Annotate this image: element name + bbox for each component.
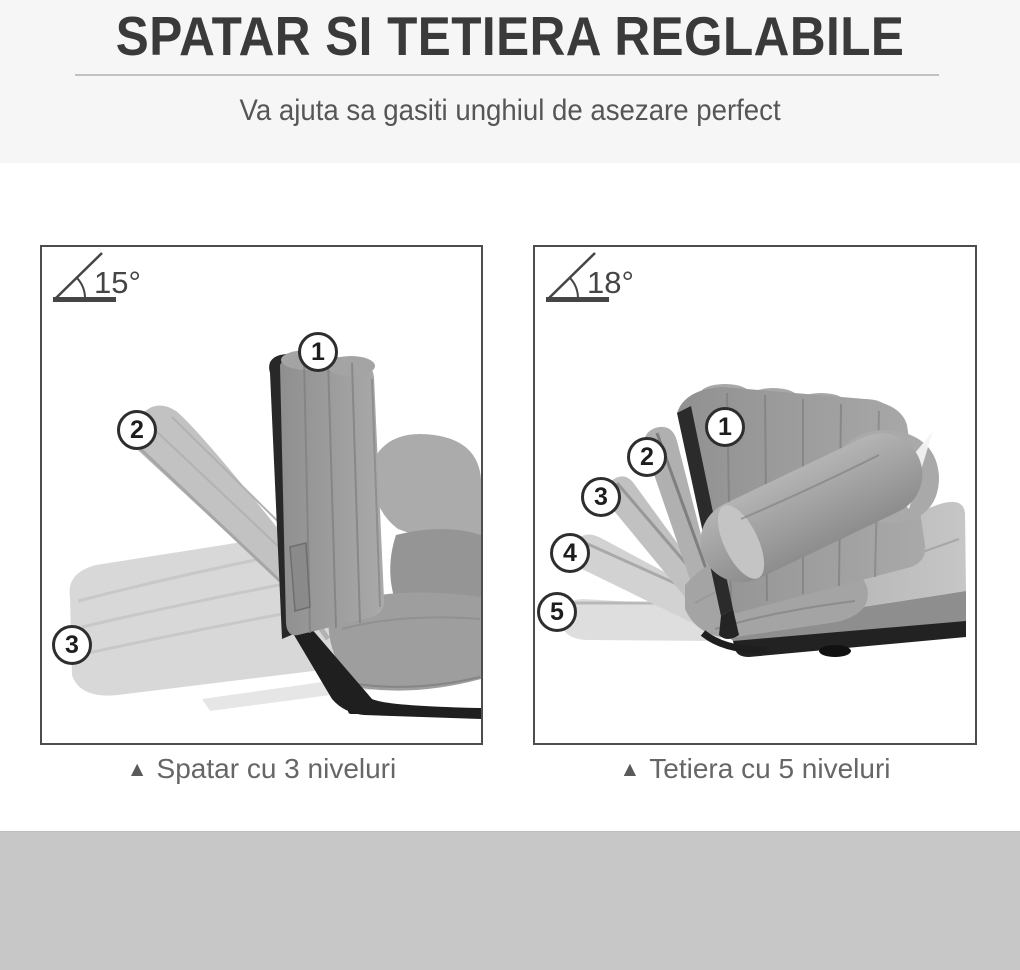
solid-backrest	[269, 350, 384, 639]
level-badge-1: 1	[298, 332, 338, 372]
title-divider	[75, 74, 939, 76]
angle-arc	[569, 277, 578, 298]
angle-icon	[50, 247, 190, 317]
title-wrap	[0, 4, 1020, 68]
footer-bar	[0, 831, 1020, 970]
level-badge-1: 1	[705, 407, 745, 447]
level-badge-3: 3	[581, 477, 621, 517]
triangle-up-icon: ▲	[619, 758, 641, 781]
backrest-sofa-illustration	[42, 247, 481, 743]
backrest-caption-text: Spatar cu 3 niveluri	[156, 753, 397, 784]
angle-icon	[543, 247, 683, 317]
backrest-panel	[40, 245, 483, 745]
backrest-caption	[40, 753, 483, 789]
angle-label: 18°	[587, 265, 634, 300]
triangle-up-icon: ▲	[126, 758, 148, 781]
headrest-panel	[533, 245, 977, 745]
level-badge-5: 5	[537, 592, 577, 632]
level-badge-2: 2	[117, 410, 157, 450]
headrest-caption-text: Tetiera cu 5 niveluri	[649, 753, 891, 784]
level-badge-3: 3	[52, 625, 92, 665]
level-badge-2: 2	[627, 437, 667, 477]
page-subtitle: Va ajuta sa gasiti unghiul de asezare perfect	[239, 94, 781, 127]
angle-arc	[76, 277, 85, 298]
top-band	[0, 0, 1020, 163]
angle-label: 15°	[94, 265, 141, 300]
headrest-caption	[533, 753, 977, 789]
level-badge-4: 4	[550, 533, 590, 573]
page-title: SPATAR SI TETIERA REGLABILE	[115, 5, 905, 67]
subtitle-wrap	[0, 94, 1020, 128]
